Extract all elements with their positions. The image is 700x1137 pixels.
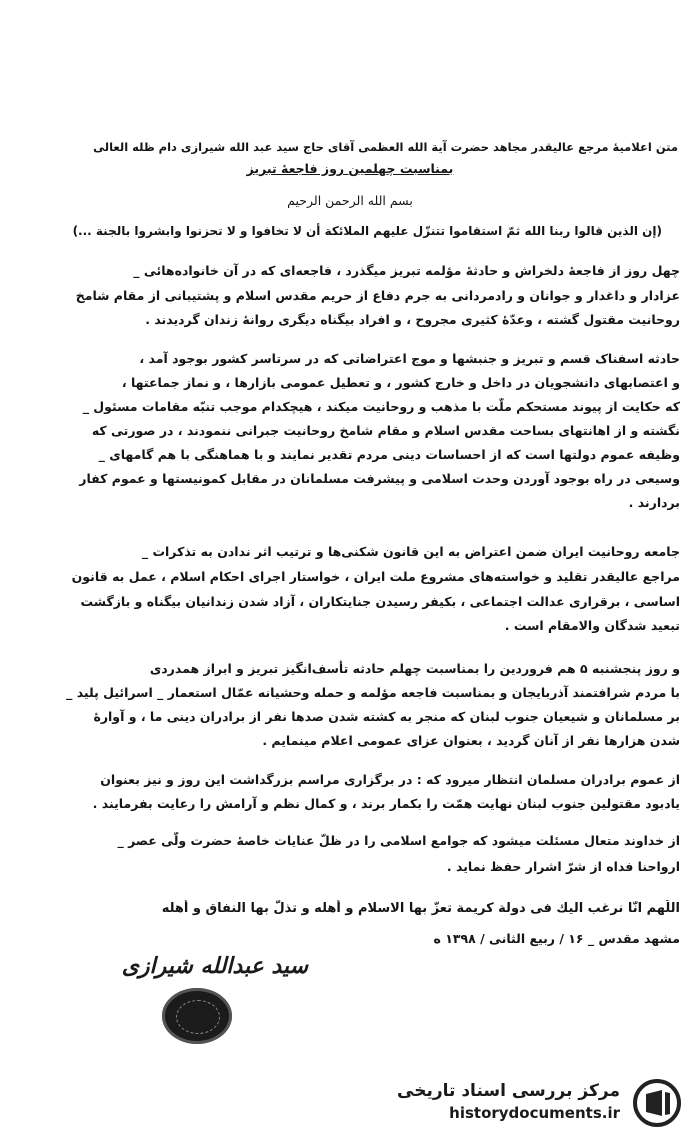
- document-header-title: متن اعلامیهٔ مرجع عالیقدر مجاهد حضرت آیة الله العظمی آقای حاج سید عبد الله شیرازی دام ظله العالی: [93, 140, 678, 154]
- paragraph-4-line-3: بر مسلمانان و شیعیان جنوب لبنان که منجر به کشته شدن صدها نفر از برادران دینی ما ، و آوارهٔ: [93, 709, 680, 724]
- seal-stamp: [162, 988, 232, 1044]
- paragraph-3-line-2: مراجع عالیقدر تقلید و خواسته‌های مشروع ملت ایران ، خواستار اجرای احکام اسلام ، عمل به قانون: [71, 569, 680, 584]
- paragraph-1-line-1: چهل روز از فاجعهٔ دلخراش و حادثهٔ مؤلمه تبریز میگذرد ، فاجعه‌ای که در آن خانواده‌هائی _: [133, 263, 680, 278]
- basmala: بسم الله الرحمن الرحیم: [287, 193, 413, 208]
- paragraph-2-line-4: نگشته و از اهانتهای بساحت مقدس اسلام و مقام شامخ روحانیت جبرانی ننمودند ، در صورتی که: [91, 423, 680, 438]
- handwritten-signature: سید عبدالله شیرازی: [121, 953, 308, 979]
- paragraph-4-line-2: با مردم شرافتمند آذربایجان و بمناسبت فاجعه مؤلمه و حمله وحشیانه عمّال استعمار _ اسرائیل پلید _: [66, 685, 680, 700]
- paragraph-5-line-1: از عموم برادران مسلمان انتظار میرود که : در برگزاری مراسم بزرگداشت این روز و نیز بعنوان: [100, 772, 680, 787]
- paragraph-6-line-1: از خداوند متعال مسئلت میشود که جوامع اسلامی را در ظلّ عنایات خاصهٔ حضرت ولّی عصر _: [117, 833, 680, 848]
- paragraph-2-line-5: وظیفه عموم دولتها است که از احساسات دینی مردم تقدیر نمایند و با هماهنگی با هم گامهای _: [98, 447, 680, 462]
- paragraph-4-line-1: و روز پنجشنبه ۵ هم فروردین را بمناسبت چهلم حادثه تأسف‌انگیز تبریز و ابراز همدردی: [149, 661, 680, 676]
- watermark-title: مرکز بررسی اسناد تاریخی: [397, 1081, 620, 1101]
- archive-logo-icon: [632, 1078, 682, 1128]
- paragraph-2-line-3: که حکایت از پیوند مستحکم ملّت با مذهب و روحانیت میکند ، هیچکدام موجب تنبّه مقامات مسئول _: [82, 399, 680, 414]
- paragraph-2-line-7: بردارند .: [628, 495, 680, 510]
- paragraph-1-line-3: روحانیت مقتول گشته ، وعدّهٔ کثیری مجروح ، و افراد بیگناه دیگری روانهٔ زندان گردیدند .: [145, 312, 680, 327]
- document-date: مشهد مقدس _ ۱۶ / ربیع الثانی / ۱۳۹۸ ه: [433, 931, 680, 946]
- paragraph-2-line-1: حادثه اسفناک قسم و تبریز و جنبشها و موج اعتراضاتی که در سرتاسر کشور بوجود آمد ،: [139, 351, 680, 366]
- closing-prayer: اللّهم انّا نرغب الیك فی دولة کریمة تعزّ بها الاسلام و أهله و تذلّ بها النفاق و أهله: [161, 901, 680, 916]
- paragraph-1-line-2: عزادار و داغدار و جوانان و رادمردانی به جرم دفاع از حریم مقدس اسلام و پشتیبانی از مقام شامخ: [75, 288, 680, 303]
- paragraph-2-line-2: و اعتصابهای دانشجویان در داخل و خارج کشور ، و تعطیل عمومی بازارها ، و نماز جماعتها ،: [121, 375, 680, 390]
- paragraph-6-line-2: ارواحنا فداه از شرّ اشرار حفظ نماید .: [446, 859, 680, 874]
- paragraph-3-line-4: تبعید شدگان والامقام است .: [504, 618, 680, 633]
- paragraph-2-line-6: وسیعی در راه بوجود آوردن وحدت اسلامی و پیشرفت مسلمانان در مقابل کمونیستها و عموم کفار: [79, 471, 680, 486]
- document-header-subtitle: بمناسبت چهلمین روز فاجعهٔ تبریز: [246, 161, 454, 176]
- paragraph-4-line-4: شدن هزارها نفر از آنان گردید ، بعنوان عزای عمومی اعلام مینمایم .: [262, 733, 680, 748]
- paragraph-3-line-3: اساسی ، برقراری عدالت اجتماعی ، بکیفر رسیدن جنایتکاران ، آزاد شدن زندانیان بیگناه و بازگشت: [80, 594, 680, 609]
- paragraph-3-line-1: جامعه روحانیت ایران ضمن اعتراض به این قانون شکنی‌ها و ترتیب اثر ندادن به تذکرات _: [141, 544, 680, 559]
- quran-verse: (إن الذین قالوا ربنا الله ثمّ استقاموا تتنزّل علیهم الملائکة أن لا تخافوا و لا تحزنوا وابشروا بالجنة ...): [72, 224, 662, 238]
- watermark-url: historydocuments.ir: [449, 1104, 620, 1122]
- paragraph-5-line-2: یادبود مقتولین جنوب لبنان نهایت همّت را بکمار برند ، و کمال نظم و آرامش را رعایت بفرمایند .: [92, 796, 680, 811]
